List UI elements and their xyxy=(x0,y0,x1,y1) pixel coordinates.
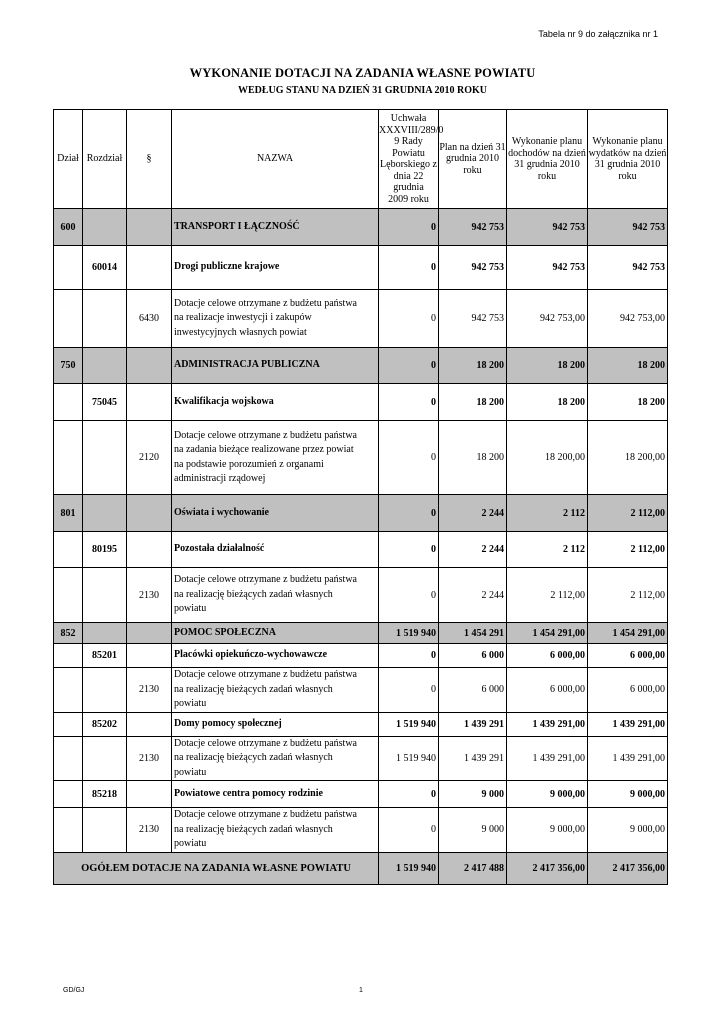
cell-dzial xyxy=(54,736,83,781)
total-uchwala: 1 519 940 xyxy=(379,852,439,884)
paragraph-row xyxy=(54,568,668,623)
header-line: Wykonanie planu xyxy=(511,136,583,147)
cell-name xyxy=(172,384,379,421)
cell-rozdzial: 85218 xyxy=(83,781,127,808)
cell-paragraf xyxy=(127,644,172,668)
cell-paragraf: 2120 xyxy=(127,421,172,495)
cell-dzial xyxy=(54,712,83,736)
header-line: Uchwała xyxy=(390,113,427,124)
cell-dzial xyxy=(54,421,83,495)
section-row xyxy=(54,348,668,384)
chapter-row xyxy=(54,644,668,668)
cell-wydatki: 18 200 xyxy=(588,384,668,421)
cell-plan: 942 753 xyxy=(439,209,507,246)
header-line: 9 Rady Powiatu xyxy=(392,136,425,159)
cell-wydatki: 2 112,00 xyxy=(588,495,668,532)
cell-dochody: 18 200,00 xyxy=(507,421,588,495)
name-line: Kwalifikacja wojskowa xyxy=(174,395,274,407)
cell-dzial xyxy=(54,290,83,348)
cell-paragraf: 2130 xyxy=(127,808,172,853)
total-plan: 2 417 488 xyxy=(439,852,507,884)
section-row xyxy=(54,623,668,644)
cell-rozdzial xyxy=(83,736,127,781)
cell-wydatki: 9 000,00 xyxy=(588,808,668,853)
document-subtitle: WEDŁUG STANU NA DZIEŃ 31 GRUDNIA 2010 ROKU xyxy=(237,85,487,96)
cell-dochody: 942 753 xyxy=(507,209,588,246)
cell-uchwala: 0 xyxy=(379,808,439,853)
cell-paragraf: 6430 xyxy=(127,290,172,348)
name-line: POMOC SPOŁECZNA xyxy=(174,626,276,638)
header-line: dnia 22 grudnia xyxy=(393,170,424,193)
cell-rozdzial xyxy=(83,623,127,644)
name-line: na realizacje inwestycji i zakupów xyxy=(174,312,312,324)
header-line: XXXVIII/289/0 xyxy=(379,124,444,136)
cell-wydatki: 6 000,00 xyxy=(588,644,668,668)
cell-uchwala: 0 xyxy=(379,290,439,348)
cell-paragraf xyxy=(127,209,172,246)
cell-dzial xyxy=(54,246,83,290)
cell-dochody: 18 200 xyxy=(507,348,588,384)
cell-uchwala: 0 xyxy=(379,348,439,384)
cell-rozdzial xyxy=(83,209,127,246)
name-line: Drogi publiczne krajowe xyxy=(174,261,280,273)
name-line: powiatu xyxy=(174,603,207,615)
header-line: wydatków na dzień xyxy=(588,147,667,159)
cell-rozdzial: 85202 xyxy=(83,712,127,736)
header-wykonanie-dochodow xyxy=(507,110,588,209)
name-line: na zadania bieżące realizowane przez powiat xyxy=(174,444,354,455)
cell-paragraf xyxy=(127,781,172,808)
cell-rozdzial: 75045 xyxy=(83,384,127,421)
cell-dochody: 9 000,00 xyxy=(507,808,588,853)
cell-uchwala: 0 xyxy=(379,246,439,290)
name-line: powiatu xyxy=(174,766,207,778)
total-dochody: 2 417 356,00 xyxy=(507,852,588,884)
cell-rozdzial xyxy=(83,495,127,532)
cell-name xyxy=(172,348,379,384)
cell-uchwala: 0 xyxy=(379,781,439,808)
cell-dzial xyxy=(54,384,83,421)
cell-plan: 9 000 xyxy=(439,808,507,853)
footer-initials: GD/GJ xyxy=(63,987,85,994)
cell-wydatki: 1 454 291,00 xyxy=(588,623,668,644)
cell-dochody: 18 200 xyxy=(507,384,588,421)
cell-dzial xyxy=(54,781,83,808)
cell-uchwala: 0 xyxy=(379,644,439,668)
name-line: ADMINISTRACJA PUBLICZNA xyxy=(174,359,320,371)
cell-rozdzial: 60014 xyxy=(83,246,127,290)
cell-dzial xyxy=(54,668,83,713)
name-line: TRANSPORT I ŁĄCZNOŚĆ xyxy=(174,220,300,232)
cell-paragraf xyxy=(127,384,172,421)
cell-uchwala: 0 xyxy=(379,532,439,568)
cell-paragraf xyxy=(127,348,172,384)
name-line: Dotacje celowe otrzymane z budżetu państwa xyxy=(174,737,357,749)
cell-wydatki: 1 439 291,00 xyxy=(588,712,668,736)
cell-paragraf: 2130 xyxy=(127,568,172,623)
cell-wydatki: 6 000,00 xyxy=(588,668,668,713)
name-line: powiatu xyxy=(174,698,207,709)
cell-paragraf xyxy=(127,712,172,736)
name-line: Dotacje celowe otrzymane z budżetu państwa xyxy=(174,429,357,441)
document-title: WYKONANIE DOTACJI NA ZADANIA WŁASNE POWIATU xyxy=(189,66,536,80)
cell-uchwala: 0 xyxy=(379,209,439,246)
header-paragraf: § xyxy=(127,110,172,209)
cell-uchwala: 0 xyxy=(379,384,439,421)
subsidies-table xyxy=(53,109,668,885)
cell-plan: 1 454 291 xyxy=(439,623,507,644)
cell-dochody: 1 454 291,00 xyxy=(507,623,588,644)
cell-plan: 942 753 xyxy=(439,290,507,348)
table-header-row xyxy=(54,110,668,209)
cell-name xyxy=(172,644,379,668)
cell-plan: 1 439 291 xyxy=(439,736,507,781)
header-line: 31 grudnia 2010 roku xyxy=(594,159,661,182)
cell-rozdzial xyxy=(83,421,127,495)
cell-rozdzial xyxy=(83,668,127,713)
cell-name xyxy=(172,290,379,348)
name-line: na realizację bieżących zadań własnych xyxy=(174,683,333,695)
header-rozdzial: Rozdział xyxy=(83,110,127,209)
cell-name xyxy=(172,246,379,290)
name-line: Dotacje celowe otrzymane z budżetu państwa xyxy=(174,809,357,820)
name-line: na realizację bieżących zadań własnych xyxy=(174,823,333,835)
cell-name xyxy=(172,421,379,495)
page-number: 1 xyxy=(359,987,363,994)
table-number-note: Tabela nr 9 do załącznika nr 1 xyxy=(538,29,658,39)
cell-dochody: 6 000,00 xyxy=(507,644,588,668)
cell-plan: 18 200 xyxy=(439,421,507,495)
cell-dzial: 600 xyxy=(54,209,83,246)
cell-paragraf: 2130 xyxy=(127,668,172,713)
cell-name xyxy=(172,495,379,532)
cell-wydatki: 1 439 291,00 xyxy=(588,736,668,781)
cell-plan: 942 753 xyxy=(439,246,507,290)
name-line: powiatu xyxy=(174,838,207,849)
cell-plan: 1 439 291 xyxy=(439,712,507,736)
cell-dzial xyxy=(54,808,83,853)
cell-wydatki: 9 000,00 xyxy=(588,781,668,808)
cell-dochody: 9 000,00 xyxy=(507,781,588,808)
chapter-row xyxy=(54,712,668,736)
name-line: Dotacje celowe otrzymane z budżetu państwa xyxy=(174,669,357,680)
cell-plan: 2 244 xyxy=(439,532,507,568)
name-line: Placówki opiekuńczo-wychowawcze xyxy=(174,649,328,661)
paragraph-row xyxy=(54,290,668,348)
cell-plan: 6 000 xyxy=(439,644,507,668)
cell-paragraf xyxy=(127,623,172,644)
cell-wydatki: 2 112,00 xyxy=(588,532,668,568)
cell-uchwala: 0 xyxy=(379,568,439,623)
cell-uchwala: 1 519 940 xyxy=(379,736,439,781)
cell-rozdzial xyxy=(83,348,127,384)
cell-name xyxy=(172,781,379,808)
total-wydatki: 2 417 356,00 xyxy=(588,852,668,884)
cell-uchwala: 1 519 940 xyxy=(379,712,439,736)
cell-rozdzial xyxy=(83,290,127,348)
name-line: administracji rządowej xyxy=(174,473,266,484)
cell-name xyxy=(172,668,379,713)
cell-plan: 18 200 xyxy=(439,348,507,384)
name-line: Domy pomocy społecznej xyxy=(174,717,282,729)
cell-dzial xyxy=(54,532,83,568)
cell-uchwala: 0 xyxy=(379,668,439,713)
cell-dzial: 750 xyxy=(54,348,83,384)
name-line: na realizację bieżących zadań własnych xyxy=(174,588,333,600)
cell-paragraf: 2130 xyxy=(127,736,172,781)
cell-dzial xyxy=(54,644,83,668)
cell-dochody: 1 439 291,00 xyxy=(507,712,588,736)
cell-name xyxy=(172,568,379,623)
cell-dochody: 942 753 xyxy=(507,246,588,290)
cell-paragraf xyxy=(127,495,172,532)
name-line: Dotacje celowe otrzymane z budżetu państwa xyxy=(174,297,357,309)
name-line: na podstawie porozumień z organami xyxy=(174,458,324,470)
cell-name xyxy=(172,532,379,568)
header-line: Lęborskiego z xyxy=(380,159,437,170)
cell-plan: 2 244 xyxy=(439,495,507,532)
cell-dochody: 2 112,00 xyxy=(507,568,588,623)
header-line: Wykonanie planu xyxy=(592,136,663,147)
name-line: na realizację bieżących zadań własnych xyxy=(174,752,333,763)
header-uchwala xyxy=(379,110,444,209)
chapter-row xyxy=(54,246,668,290)
cell-uchwala: 1 519 940 xyxy=(379,623,439,644)
cell-name xyxy=(172,209,379,246)
cell-dzial: 801 xyxy=(54,495,83,532)
cell-plan: 2 244 xyxy=(439,568,507,623)
cell-plan: 9 000 xyxy=(439,781,507,808)
cell-rozdzial xyxy=(83,808,127,853)
cell-rozdzial xyxy=(83,568,127,623)
paragraph-row xyxy=(54,421,668,495)
cell-dochody: 942 753,00 xyxy=(507,290,588,348)
cell-paragraf xyxy=(127,246,172,290)
cell-name xyxy=(172,712,379,736)
cell-rozdzial: 80195 xyxy=(83,532,127,568)
chapter-row xyxy=(54,781,668,808)
cell-dochody: 2 112 xyxy=(507,532,588,568)
name-line: Pozostała działalność xyxy=(174,543,265,555)
cell-plan: 6 000 xyxy=(439,668,507,713)
cell-dzial: 852 xyxy=(54,623,83,644)
header-plan xyxy=(439,110,507,209)
header-line: 2009 roku xyxy=(388,193,429,205)
cell-uchwala: 0 xyxy=(379,421,439,495)
header-nazwa: NAZWA xyxy=(172,110,379,209)
cell-wydatki: 18 200,00 xyxy=(588,421,668,495)
cell-wydatki: 942 753 xyxy=(588,246,668,290)
name-line: Powiatowe centra pomocy rodzinie xyxy=(174,787,323,799)
name-line: inwestycyjnych własnych powiat xyxy=(174,326,307,338)
cell-wydatki: 942 753,00 xyxy=(588,290,668,348)
paragraph-row xyxy=(54,808,668,853)
name-line: Dotacje celowe otrzymane z budżetu państwa xyxy=(174,574,357,586)
cell-plan: 18 200 xyxy=(439,384,507,421)
cell-rozdzial: 85201 xyxy=(83,644,127,668)
cell-name xyxy=(172,736,379,781)
cell-wydatki: 2 112,00 xyxy=(588,568,668,623)
cell-name xyxy=(172,808,379,853)
cell-wydatki: 18 200 xyxy=(588,348,668,384)
cell-dochody: 2 112 xyxy=(507,495,588,532)
cell-name xyxy=(172,623,379,644)
header-line: 31 grudnia 2010 roku xyxy=(514,159,580,182)
header-wykonanie-wydatkow xyxy=(588,110,668,209)
cell-paragraf xyxy=(127,532,172,568)
cell-dochody: 1 439 291,00 xyxy=(507,736,588,781)
chapter-row xyxy=(54,384,668,421)
total-row xyxy=(54,852,668,884)
header-dzial: Dział xyxy=(54,110,83,209)
chapter-row xyxy=(54,532,668,568)
header-line: dochodów na dzień xyxy=(508,147,586,159)
header-line: Plan na dzień 31 xyxy=(439,141,506,153)
header-line: grudnia 2010 roku xyxy=(445,153,500,176)
cell-uchwala: 0 xyxy=(379,495,439,532)
cell-dochody: 6 000,00 xyxy=(507,668,588,713)
section-row xyxy=(54,209,668,246)
section-row xyxy=(54,495,668,532)
cell-wydatki: 942 753 xyxy=(588,209,668,246)
paragraph-row xyxy=(54,736,668,781)
paragraph-row xyxy=(54,668,668,713)
cell-dzial xyxy=(54,568,83,623)
total-label: OGÓŁEM DOTACJE NA ZADANIA WŁASNE POWIATU xyxy=(54,852,379,884)
name-line: Oświata i wychowanie xyxy=(174,506,269,518)
